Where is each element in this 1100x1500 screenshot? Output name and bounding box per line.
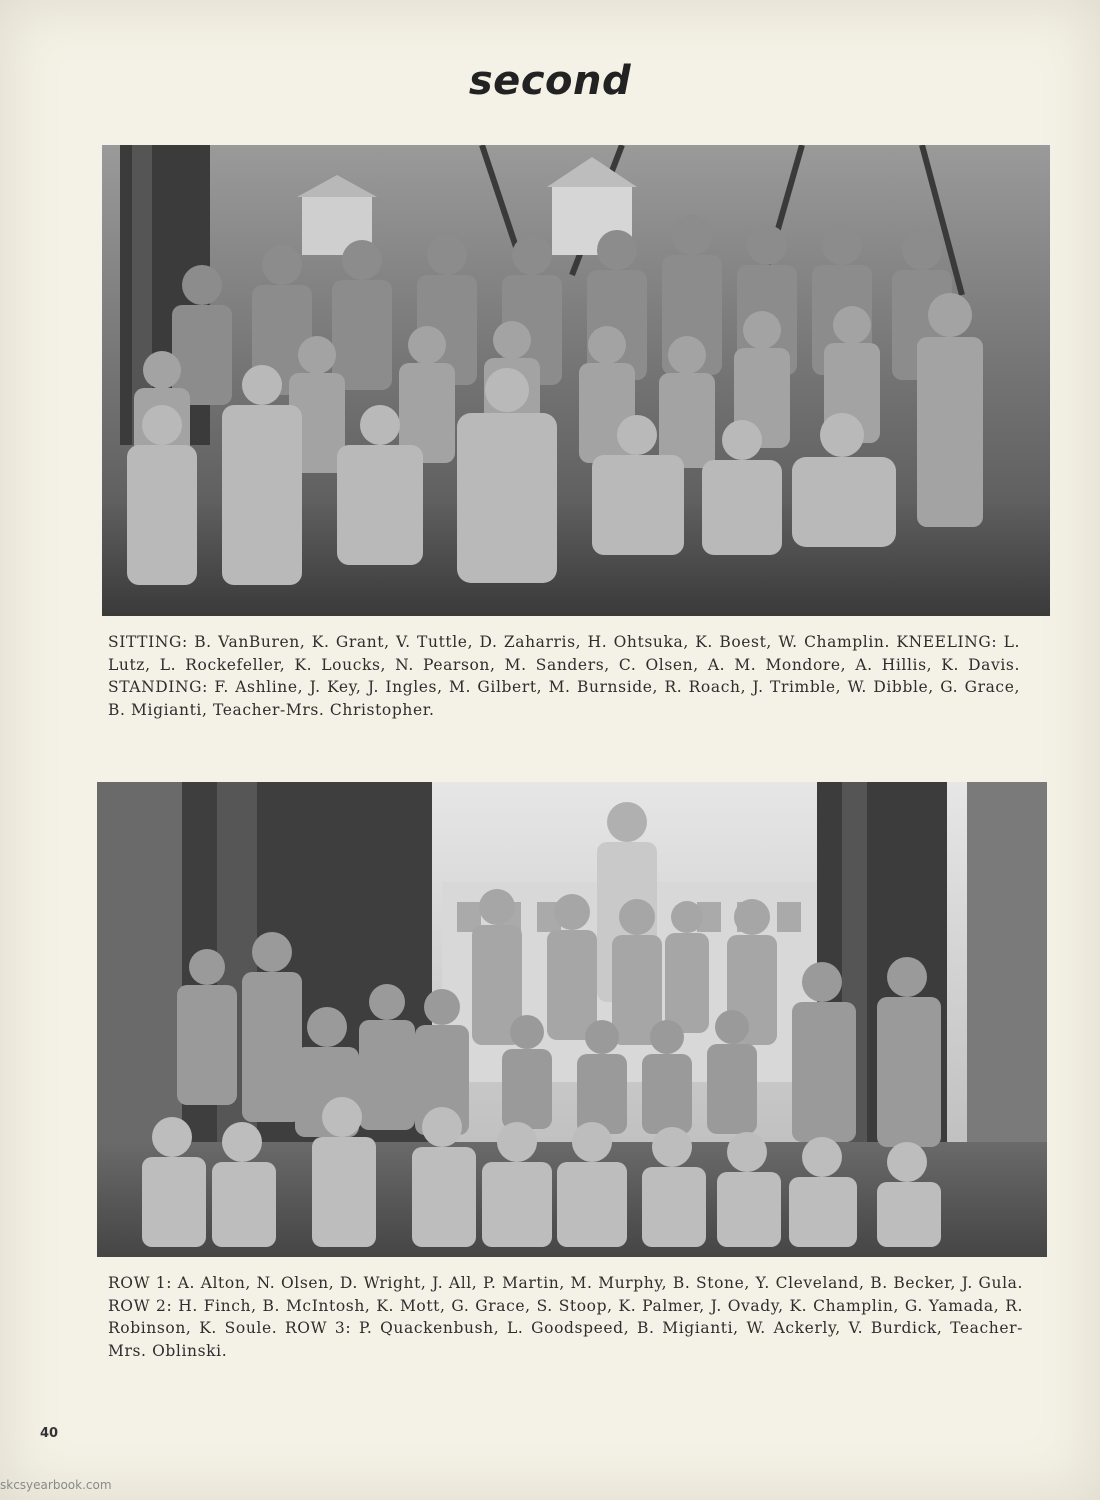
class-photo-2-illustration <box>97 782 1047 1257</box>
site-watermark: skcsyearbook.com <box>0 1478 112 1492</box>
class-photo-2 <box>97 782 1047 1257</box>
class-photo-1 <box>102 145 1050 616</box>
photo-1-caption: SITTING: B. VanBuren, K. Grant, V. Tuttle, D. Zaharris, H. Ohtsuka, K. Boest, W. Champlin. KNEELING: L. Lutz, L. Rockefeller, K. Loucks, N. Pearson, M. Sanders, C. Olsen, A. M. Mondore, A. Hillis, K. Davis. STANDING: F. Ashline, J. Key, J. Ingles, M. Gilbert, M. Burnside, R. Roach, J. Trimble, W. Dibble, G. Grace, B. Migianti, Teacher-Mrs. Christopher. <box>108 633 1020 719</box>
page-title: second <box>468 58 632 104</box>
class-photo-1-illustration <box>102 145 1050 616</box>
photo-2-caption: ROW 1: A. Alton, N. Olsen, D. Wright, J. All, P. Martin, M. Murphy, B. Stone, Y. Cleveland, B. Becker, J. Gula. ROW 2: H. Finch, B. McIntosh, K. Mott, G. Grace, S. Stoop, K. Palmer, J. Ovady, K. Champlin, G. Yamada, R. Robinson, K. Soule. ROW 3: P. Quackenbush, L. Goodspeed, B. Migianti, W. Ackerly, V. Burdick, Teacher-Mrs. Oblinski. <box>108 1274 1023 1360</box>
page-number: 40 <box>40 1426 59 1441</box>
